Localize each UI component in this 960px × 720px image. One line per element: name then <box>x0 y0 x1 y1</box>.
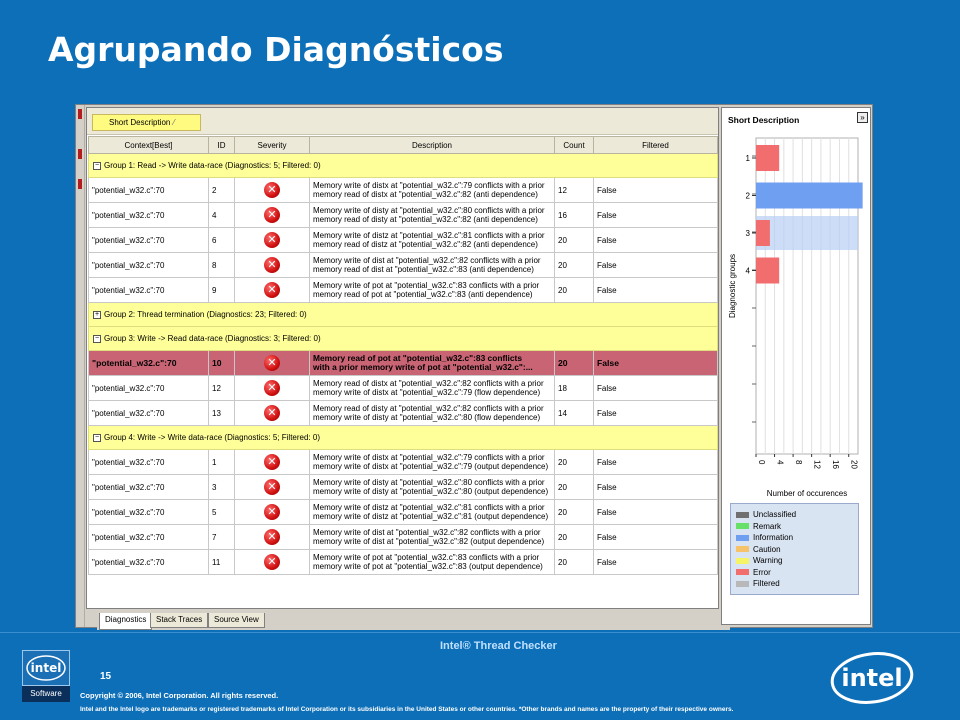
description-line-1: Memory read of distx at "potential_w32.c":82 conflicts with a prior <box>313 378 544 388</box>
description-line-1: Memory read of pot at "potential_w32.c":83 conflicts <box>313 352 522 363</box>
description-line-1: Memory write of distx at "potential_w32.c":79 conflicts with a prior <box>313 452 545 462</box>
description-cell <box>310 278 555 303</box>
context-cell: "potential_w32.c":70 <box>89 178 209 203</box>
legend-item <box>736 567 858 579</box>
description-line-1: Memory read of disty at "potential_w32.c":82 conflicts with a prior <box>313 403 544 413</box>
error-x-icon: ✕ <box>264 355 280 371</box>
x-tick-label: 8 <box>794 460 804 465</box>
count-cell: 14 <box>555 401 594 426</box>
id-cell: 9 <box>209 278 235 303</box>
group-label: Group 2: Thread termination (Diagnostics: 23; Filtered: 0) <box>104 310 307 319</box>
count-cell: 20 <box>555 253 594 278</box>
description-line-1: Memory write of distz at "potential_w32.c":81 conflicts with a prior <box>313 502 545 512</box>
error-x-icon: ✕ <box>264 232 280 248</box>
id-cell: 3 <box>209 475 235 500</box>
collapse-pane-button[interactable]: » <box>857 112 868 123</box>
id-cell: 1 <box>209 450 235 475</box>
table-row[interactable] <box>89 228 718 253</box>
context-cell: "potential_w32.c":70 <box>89 376 209 401</box>
filtered-cell: False <box>594 278 718 303</box>
y-tick-label: 4 <box>745 266 750 276</box>
id-cell: 7 <box>209 525 235 550</box>
x-tick-label: 20 <box>849 460 859 469</box>
collapse-icon[interactable]: − <box>94 161 100 169</box>
column-header[interactable]: ID <box>209 137 235 154</box>
group-label: Group 1: Read -> Write data-race (Diagnostics: 5; Filtered: 0) <box>104 161 321 170</box>
filtered-cell: False <box>594 500 718 525</box>
severity-cell <box>235 525 310 550</box>
tab-source-view[interactable]: Source View <box>208 613 265 628</box>
occurrence-chart <box>722 126 870 516</box>
filtered-cell: False <box>594 351 718 376</box>
error-x-icon: ✕ <box>264 380 280 396</box>
table-row[interactable] <box>89 278 718 303</box>
legend-swatch <box>736 512 749 518</box>
chart-title: Short Description <box>728 115 800 125</box>
count-cell: 20 <box>555 550 594 575</box>
description-line-2: memory read of distz at "potential_w32.c":82 (anti dependence) <box>313 240 538 249</box>
id-cell: 10 <box>209 351 235 376</box>
table-row[interactable] <box>89 401 718 426</box>
description-cell <box>310 401 555 426</box>
legend-label: Caution <box>753 544 781 554</box>
description-line-2: memory read of distx at "potential_w32.c":82 (anti dependence) <box>313 190 538 199</box>
error-x-icon: ✕ <box>264 405 280 421</box>
bar-2 <box>756 183 863 209</box>
footer-divider <box>0 632 960 633</box>
legend-item <box>736 544 858 556</box>
context-cell: "potential_w32.c":70 <box>89 401 209 426</box>
page-number: 15 <box>100 671 112 682</box>
context-cell: "potential_w32.c":70 <box>89 278 209 303</box>
group-row[interactable] <box>89 426 718 450</box>
count-cell: 20 <box>555 475 594 500</box>
slide-title: Agrupando Diagnósticos <box>48 30 504 69</box>
context-cell: "potential_w32.c":70 <box>89 475 209 500</box>
footer-product: Intel® Thread Checker <box>440 640 557 652</box>
description-line-1: Memory write of disty at "potential_w32.c":80 conflicts with a prior <box>313 477 545 487</box>
column-header[interactable]: Severity <box>235 137 310 154</box>
description-cell <box>310 376 555 401</box>
y-tick-label: 3 <box>745 229 750 238</box>
error-x-icon: ✕ <box>264 182 280 198</box>
id-cell: 12 <box>209 376 235 401</box>
table-row[interactable] <box>89 525 718 550</box>
table-row[interactable] <box>89 475 718 500</box>
id-cell: 2 <box>209 178 235 203</box>
legend-label: Information <box>753 533 794 542</box>
context-cell: "potential_w32.c":70 <box>89 550 209 575</box>
severity-cell <box>235 500 310 525</box>
x-tick-label: 12 <box>812 460 822 469</box>
group-row[interactable] <box>89 327 718 351</box>
column-header[interactable]: Count <box>555 137 594 154</box>
severity-cell <box>235 253 310 278</box>
severity-cell <box>235 475 310 500</box>
sort-arrow-icon: ⁄ <box>173 118 175 127</box>
filtered-cell: False <box>594 228 718 253</box>
severity-legend <box>730 503 859 595</box>
count-cell: 12 <box>555 178 594 203</box>
error-x-icon: ✕ <box>264 479 280 495</box>
thread-checker-window <box>75 104 873 628</box>
count-cell: 20 <box>555 525 594 550</box>
trademark-notice: Intel and the Intel logo are trademarks or registered trademarks of Intel Corporation or its subsidiaries in the United States or other countries. *Other brands and names are the property of their respective owners. <box>80 706 734 713</box>
description-line-2: memory read of disty at "potential_w32.c":82 (anti dependence) <box>313 215 538 224</box>
copyright: Copyright © 2006, Intel Corporation. All rights reserved. <box>80 691 279 700</box>
collapse-icon[interactable]: − <box>94 433 100 441</box>
group-row[interactable] <box>89 154 718 178</box>
legend-item <box>736 509 858 521</box>
description-line-1: Memory write of dist at "potential_w32.c":82 conflicts with a prior <box>313 255 541 265</box>
description-line-1: Memory write of dist at "potential_w32.c":82 conflicts with a prior <box>313 527 541 537</box>
strip-marker <box>78 179 82 189</box>
group-cell[interactable] <box>89 303 718 327</box>
table-header-row <box>89 137 718 154</box>
severity-cell <box>235 401 310 426</box>
description-line-2: memory write of dist at "potential_w32.c":82 (output dependence) <box>313 537 545 546</box>
description-line-1: Memory write of distx at "potential_w32.c":79 conflicts with a prior <box>313 180 545 190</box>
description-line-2: memory write of disty at "potential_w32.c":80 (output dependence) <box>313 487 549 496</box>
group-cell[interactable] <box>89 426 718 450</box>
error-x-icon: ✕ <box>264 529 280 545</box>
description-cell <box>310 450 555 475</box>
description-cell <box>310 550 555 575</box>
description-cell <box>310 525 555 550</box>
legend-swatch <box>736 581 749 587</box>
description-line-1: Memory write of pot at "potential_w32.c":83 conflicts with a prior <box>313 280 540 290</box>
x-axis-label: Number of occurences <box>766 489 848 498</box>
y-tick-label: 2 <box>745 191 750 201</box>
description-line-1: Memory write of distz at "potential_w32.c":81 conflicts with a prior <box>313 230 545 240</box>
table-row[interactable] <box>89 178 718 203</box>
legend-swatch <box>736 546 749 552</box>
legend-label: Warning <box>753 556 783 565</box>
chart-pane <box>721 107 871 625</box>
legend-label: Remark <box>753 521 782 531</box>
severity-cell <box>235 203 310 228</box>
severity-cell <box>235 228 310 253</box>
context-cell: "potential_w32.c":70 <box>89 525 209 550</box>
legend-item <box>736 555 858 567</box>
context-cell: "potential_w32.c":70 <box>89 450 209 475</box>
id-cell: 4 <box>209 203 235 228</box>
description-line-2: memory read of pot at "potential_w32.c":83 (anti dependence) <box>313 290 533 299</box>
group-label: Group 4: Write -> Write data-race (Diagnostics: 5; Filtered: 0) <box>104 433 321 442</box>
filtered-cell: False <box>594 525 718 550</box>
table-row[interactable] <box>89 376 718 401</box>
filtered-cell: False <box>594 376 718 401</box>
x-tick-label: 16 <box>831 460 841 469</box>
table-row[interactable] <box>89 351 718 376</box>
filtered-cell: False <box>594 253 718 278</box>
software-label: Software <box>22 686 70 702</box>
intel-small-logo-text: intel <box>30 661 62 675</box>
group-by-bar <box>87 108 718 135</box>
group-by-chip-label: Short Description <box>109 118 171 127</box>
bottom-tabs <box>97 613 730 630</box>
bar-4 <box>756 258 779 284</box>
context-cell: "potential_w32.c":70 <box>89 228 209 253</box>
description-line-2: memory write of distx at "potential_w32.c":79 (flow dependence) <box>313 388 541 397</box>
filtered-cell: False <box>594 203 718 228</box>
bar-3 <box>756 220 770 246</box>
id-cell: 6 <box>209 228 235 253</box>
filtered-cell: False <box>594 550 718 575</box>
severity-cell <box>235 450 310 475</box>
tab-diagnostics[interactable]: Diagnostics <box>99 613 152 630</box>
count-cell: 16 <box>555 203 594 228</box>
error-x-icon: ✕ <box>264 257 280 273</box>
strip-marker <box>78 109 82 119</box>
legend-swatch <box>736 558 749 564</box>
description-line-2: memory write of pot at "potential_w32.c":83 (output dependence) <box>313 562 543 571</box>
context-cell: "potential_w32.c":70 <box>89 351 209 376</box>
bar-1 <box>756 145 779 171</box>
severity-cell <box>235 351 310 376</box>
intel-logo <box>828 648 918 706</box>
description-line-2: memory read of dist at "potential_w32.c":83 (anti dependence) <box>313 265 534 274</box>
description-cell <box>310 253 555 278</box>
x-tick-label: 4 <box>775 460 785 465</box>
description-line-2: with a prior memory write of pot at "potential_w32.c":... <box>313 362 533 372</box>
context-cell: "potential_w32.c":70 <box>89 500 209 525</box>
legend-label: Error <box>753 567 771 577</box>
filtered-cell: False <box>594 401 718 426</box>
legend-swatch <box>736 535 749 541</box>
table-row[interactable] <box>89 253 718 278</box>
description-cell <box>310 178 555 203</box>
collapse-icon[interactable]: − <box>94 334 100 342</box>
count-cell: 20 <box>555 228 594 253</box>
selected-band <box>756 216 858 250</box>
legend-swatch <box>736 523 749 529</box>
group-cell[interactable] <box>89 327 718 351</box>
description-line-2: memory write of disty at "potential_w32.c":80 (flow dependence) <box>313 413 541 422</box>
legend-label: Filtered <box>753 579 780 588</box>
y-axis-label: Diagnostic groups <box>728 253 737 319</box>
severity-cell <box>235 550 310 575</box>
description-line-2: memory write of distx at "potential_w32.c":79 (output dependence) <box>313 462 549 471</box>
left-strip <box>76 105 85 627</box>
legend-swatch <box>736 569 749 575</box>
intel-logo-text: intel <box>841 664 903 692</box>
error-x-icon: ✕ <box>264 207 280 223</box>
id-cell: 13 <box>209 401 235 426</box>
x-tick-label: 0 <box>757 460 766 465</box>
count-cell: 20 <box>555 351 594 376</box>
expand-icon[interactable]: + <box>94 310 100 318</box>
description-cell <box>310 203 555 228</box>
legend-item <box>736 532 858 544</box>
count-cell: 18 <box>555 376 594 401</box>
description-line-1: Memory write of pot at "potential_w32.c":83 conflicts with a prior <box>313 552 540 562</box>
count-cell: 20 <box>555 450 594 475</box>
description-line-2: memory write of distz at "potential_w32.c":81 (output dependence) <box>313 512 549 521</box>
column-header[interactable]: Context[Best] <box>89 137 209 154</box>
group-cell[interactable] <box>89 154 718 178</box>
id-cell: 8 <box>209 253 235 278</box>
filtered-cell: False <box>594 178 718 203</box>
error-x-icon: ✕ <box>264 504 280 520</box>
legend-item <box>736 578 858 590</box>
filtered-cell: False <box>594 450 718 475</box>
description-cell <box>310 500 555 525</box>
id-cell: 11 <box>209 550 235 575</box>
legend-item <box>736 521 858 533</box>
severity-cell <box>235 178 310 203</box>
description-line-1: Memory write of disty at "potential_w32.c":80 conflicts with a prior <box>313 205 545 215</box>
legend-label: Unclassified <box>753 510 797 519</box>
description-cell <box>310 228 555 253</box>
count-cell: 20 <box>555 278 594 303</box>
severity-cell <box>235 278 310 303</box>
description-cell <box>310 351 555 376</box>
error-x-icon: ✕ <box>264 282 280 298</box>
y-tick-label: 1 <box>745 154 750 163</box>
group-by-chip[interactable] <box>92 114 201 131</box>
table-row[interactable] <box>89 500 718 525</box>
context-cell: "potential_w32.c":70 <box>89 253 209 278</box>
column-header[interactable]: Description <box>310 137 555 154</box>
error-x-icon: ✕ <box>264 454 280 470</box>
strip-marker <box>78 149 82 159</box>
column-header[interactable]: Filtered <box>594 137 718 154</box>
description-cell <box>310 475 555 500</box>
diagnostics-table <box>88 136 718 575</box>
filtered-cell: False <box>594 475 718 500</box>
error-x-icon: ✕ <box>264 554 280 570</box>
id-cell: 5 <box>209 500 235 525</box>
diagnostics-pane <box>86 107 719 624</box>
context-cell: "potential_w32.c":70 <box>89 203 209 228</box>
group-row[interactable] <box>89 303 718 327</box>
tab-stack-traces[interactable]: Stack Traces <box>150 613 208 628</box>
group-label: Group 3: Write -> Read data-race (Diagnostics: 3; Filtered: 0) <box>104 334 321 343</box>
table-row[interactable] <box>89 450 718 475</box>
severity-cell <box>235 376 310 401</box>
table-row[interactable] <box>89 550 718 575</box>
count-cell: 20 <box>555 500 594 525</box>
intel-software-logo-mark <box>22 650 70 686</box>
intel-software-logo <box>22 650 70 704</box>
table-row[interactable] <box>89 203 718 228</box>
